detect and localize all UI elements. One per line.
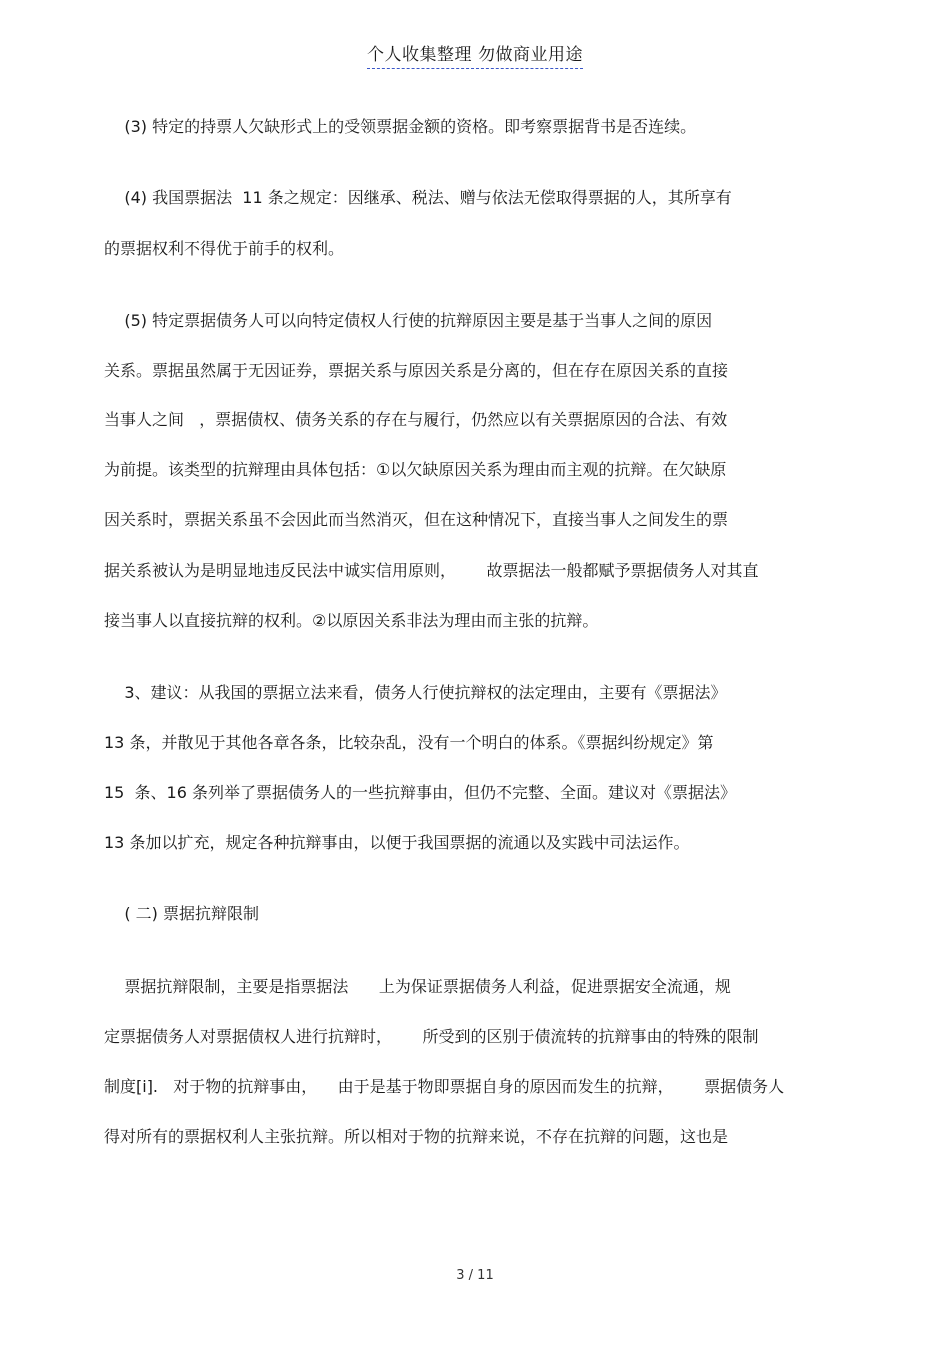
paragraph-line: 制度[i]. 对于物的抗辩事由， 由于是基于物即票据自身的原因而发生的抗辩， 票据债务人 (104, 1077, 785, 1096)
paragraph-line: 关系。票据虽然属于无因证券，票据关系与原因关系是分离的，但在存在原因关系的直接 (104, 361, 729, 380)
paragraph-line: (4) 我国票据法 11 条之规定：因继承、税法、赠与依法无偿取得票据的人，其所享有 (104, 188, 732, 207)
paragraph-line: 的票据权利不得优于前手的权利。 (104, 239, 345, 258)
paragraph-line: 当事人之间 ，票据债权、债务关系的存在与履行，仍然应以有关票据原因的合法、有效 (104, 410, 728, 429)
paragraph-line: 票据抗辩限制，主要是指票据法 上为保证票据债务人利益，促进票据安全流通，规 (104, 977, 731, 996)
paragraph-line: 据关系被认为是明显地违反民法中诚实信用原则， 故票据法一般都赋予票据债务人对其直 (104, 561, 759, 580)
paragraph-line: (5) 特定票据债务人可以向特定债权人行使的抗辩原因主要是基于当事人之间的原因 (104, 311, 713, 330)
paragraph-line: 得对所有的票据权利人主张抗辩。所以相对于物的抗辩来说，不存在抗辩的问题，这也是 (104, 1127, 729, 1146)
paragraph-line: 接当事人以直接抗辩的权利。②以原因关系非法为理由而主张的抗辩。 (104, 611, 599, 630)
paragraph-line: (3) 特定的持票人欠缺形式上的受领票据金额的资格。即考察票据背书是否连续。 (104, 117, 697, 136)
paragraph-line: 15 条、16 条列举了票据债务人的一些抗辩事由，但仍不完整、全面。建议对《票据法》 (104, 783, 736, 802)
section-heading: ( 二) 票据抗辩限制 (104, 904, 260, 923)
paragraph-line: 13 条加以扩充，规定各种抗辩事由，以便于我国票据的流通以及实践中司法运作。 (104, 833, 690, 852)
page-header (0, 40, 950, 65)
page-number: 3 / 11 (456, 1268, 494, 1283)
paragraph-line: 定票据债务人对票据债权人进行抗辩时， 所受到的区别于债流转的抗辩事由的特殊的限制 (104, 1027, 759, 1046)
paragraph-line: 为前提。该类型的抗辩理由具体包括：①以欠缺原因关系为理由而主观的抗辩。在欠缺原 (104, 460, 727, 479)
header-watermark-text: 个人收集整理 勿做商业用途 (367, 45, 583, 69)
paragraph-line: 因关系时，票据关系虽不会因此而当然消灭，但在这种情况下，直接当事人之间发生的票 (104, 510, 729, 529)
paragraph-line: 13 条，并散见于其他各章各条，比较杂乱，没有一个明白的体系。《票据纠纷规定》第 (104, 733, 714, 752)
paragraph-line: 3、建议：从我国的票据立法来看，债务人行使抗辩权的法定理由，主要有《票据法》 (104, 683, 727, 702)
